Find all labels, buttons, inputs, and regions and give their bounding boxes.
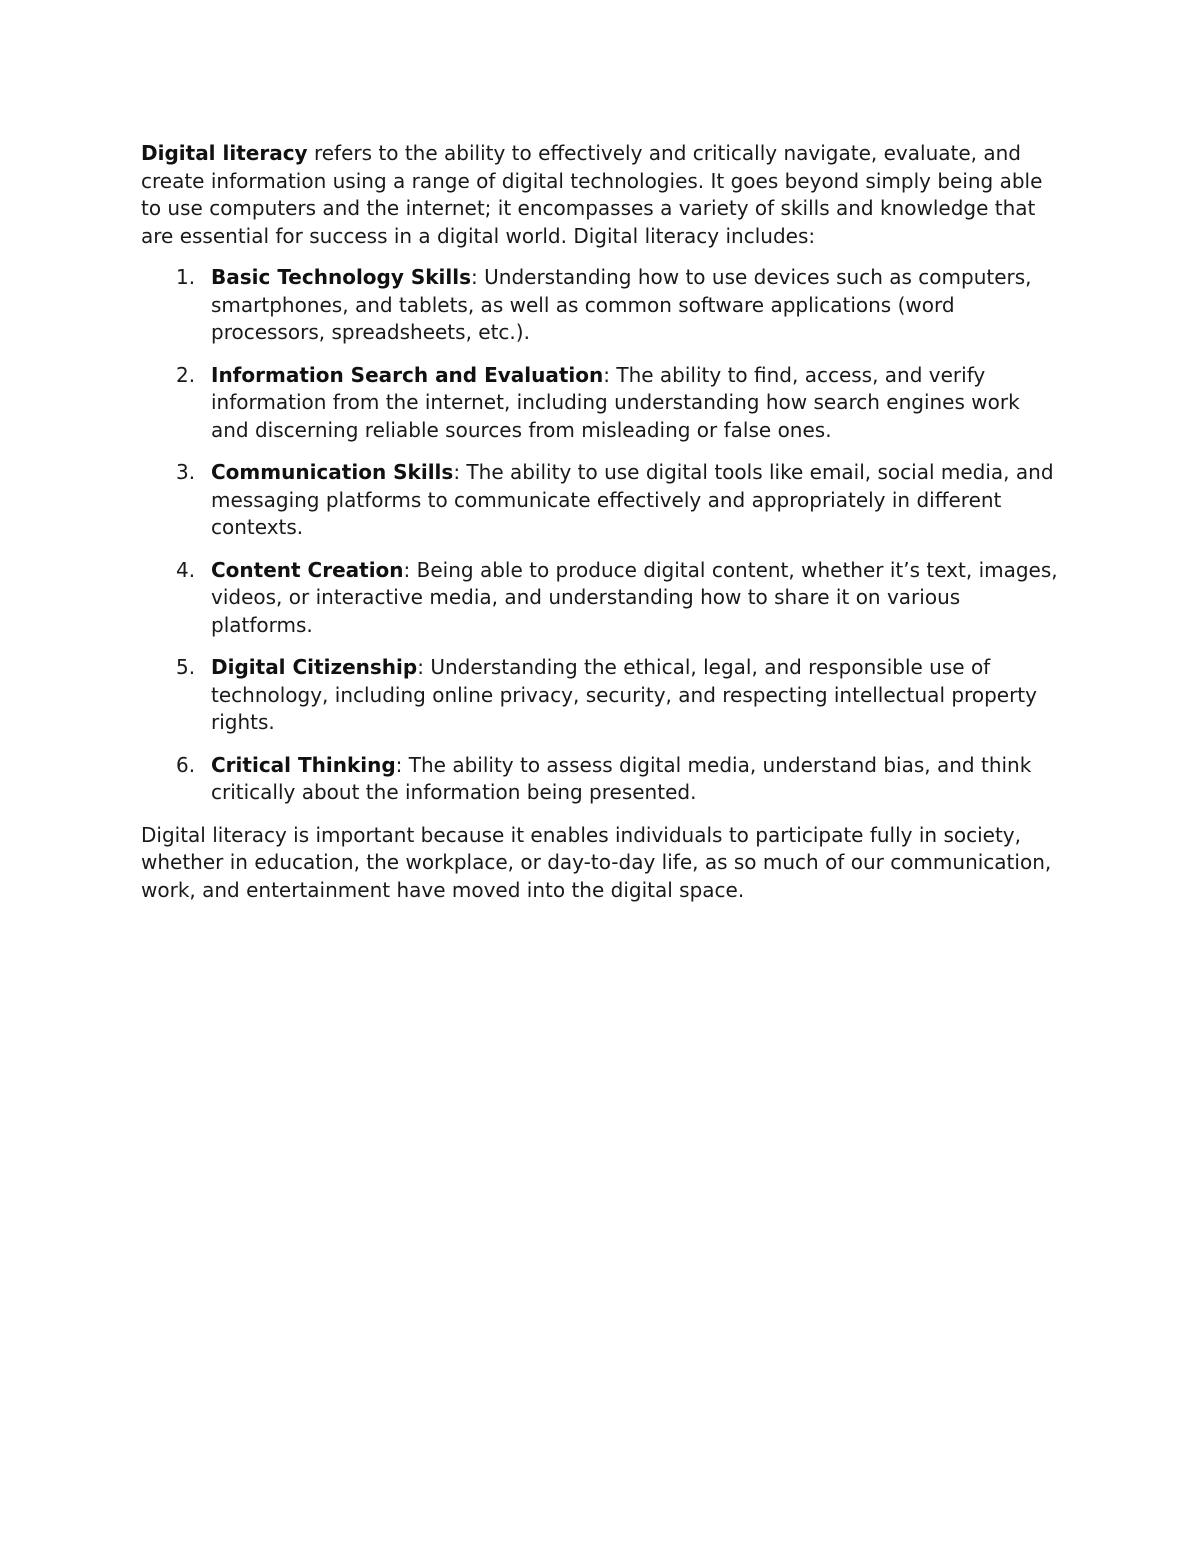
document-body xyxy=(141,140,1061,904)
list-item-number: 2. xyxy=(176,362,196,387)
conclusion-paragraph: Digital literacy is important because it enables individuals to participate fully in society, whether in education, the workplace, or day-to-day life, as so much of our communication, work, and entertainment have moved into the digital space. xyxy=(141,822,1052,902)
list-item-text: : The ability to use digital tools like email, social media, and messaging platforms to communicate effectively and appropriately in different contexts. xyxy=(211,460,1054,539)
list-item-number: 1. xyxy=(176,265,196,289)
list-item-title: Critical Thinking xyxy=(211,752,396,777)
list-item-title: Digital Citizenship xyxy=(211,655,418,679)
list-item xyxy=(141,557,1061,640)
list-item xyxy=(141,264,1061,347)
list-item-text: : Being able to produce digital content, whether it’s text, images, videos, or interactive media, and understanding how to share it on various platforms. xyxy=(211,557,1058,637)
list-item-number: 3. xyxy=(176,460,196,484)
list-item-text: : The ability to find, access, and verify information from the internet, including understanding how search engines work and discerning reliable sources from misleading or false ones. xyxy=(211,362,1020,442)
skills-list xyxy=(141,264,1061,807)
intro-term: Digital literacy xyxy=(141,141,308,165)
intro-paragraph xyxy=(141,140,1061,250)
list-item xyxy=(141,654,1061,737)
list-item-text: : The ability to assess digital media, understand bias, and think critically about the information being presented. xyxy=(211,752,1032,804)
intro-text: refers to the ability to effectively and critically navigate, evaluate, and create information using a range of digital technologies. It goes beyond simply being able to use computers and the internet; it encompasses a variety of skills and knowledge that are essential for success in a digital world. Digital literacy includes: xyxy=(141,141,1043,248)
list-item-title: Content Creation xyxy=(211,557,404,582)
list-item-title: Information Search and Evaluation xyxy=(211,362,604,387)
list-item-number: 4. xyxy=(176,557,196,582)
list-item-text: : Understanding how to use devices such as computers, smartphones, and tablets, as well as common software applications (word processors, spreadsheets, etc.). xyxy=(211,265,1032,344)
list-item-title: Communication Skills xyxy=(211,460,454,484)
list-item xyxy=(141,362,1061,445)
list-item-text: : Understanding the ethical, legal, and responsible use of technology, including online privacy, security, and respecting intellectual property rights. xyxy=(211,655,1037,734)
list-item-number: 6. xyxy=(176,752,196,777)
list-item xyxy=(141,752,1061,807)
list-item xyxy=(141,459,1061,542)
list-item-number: 5. xyxy=(176,655,196,679)
list-item-title: Basic Technology Skills xyxy=(211,265,472,289)
